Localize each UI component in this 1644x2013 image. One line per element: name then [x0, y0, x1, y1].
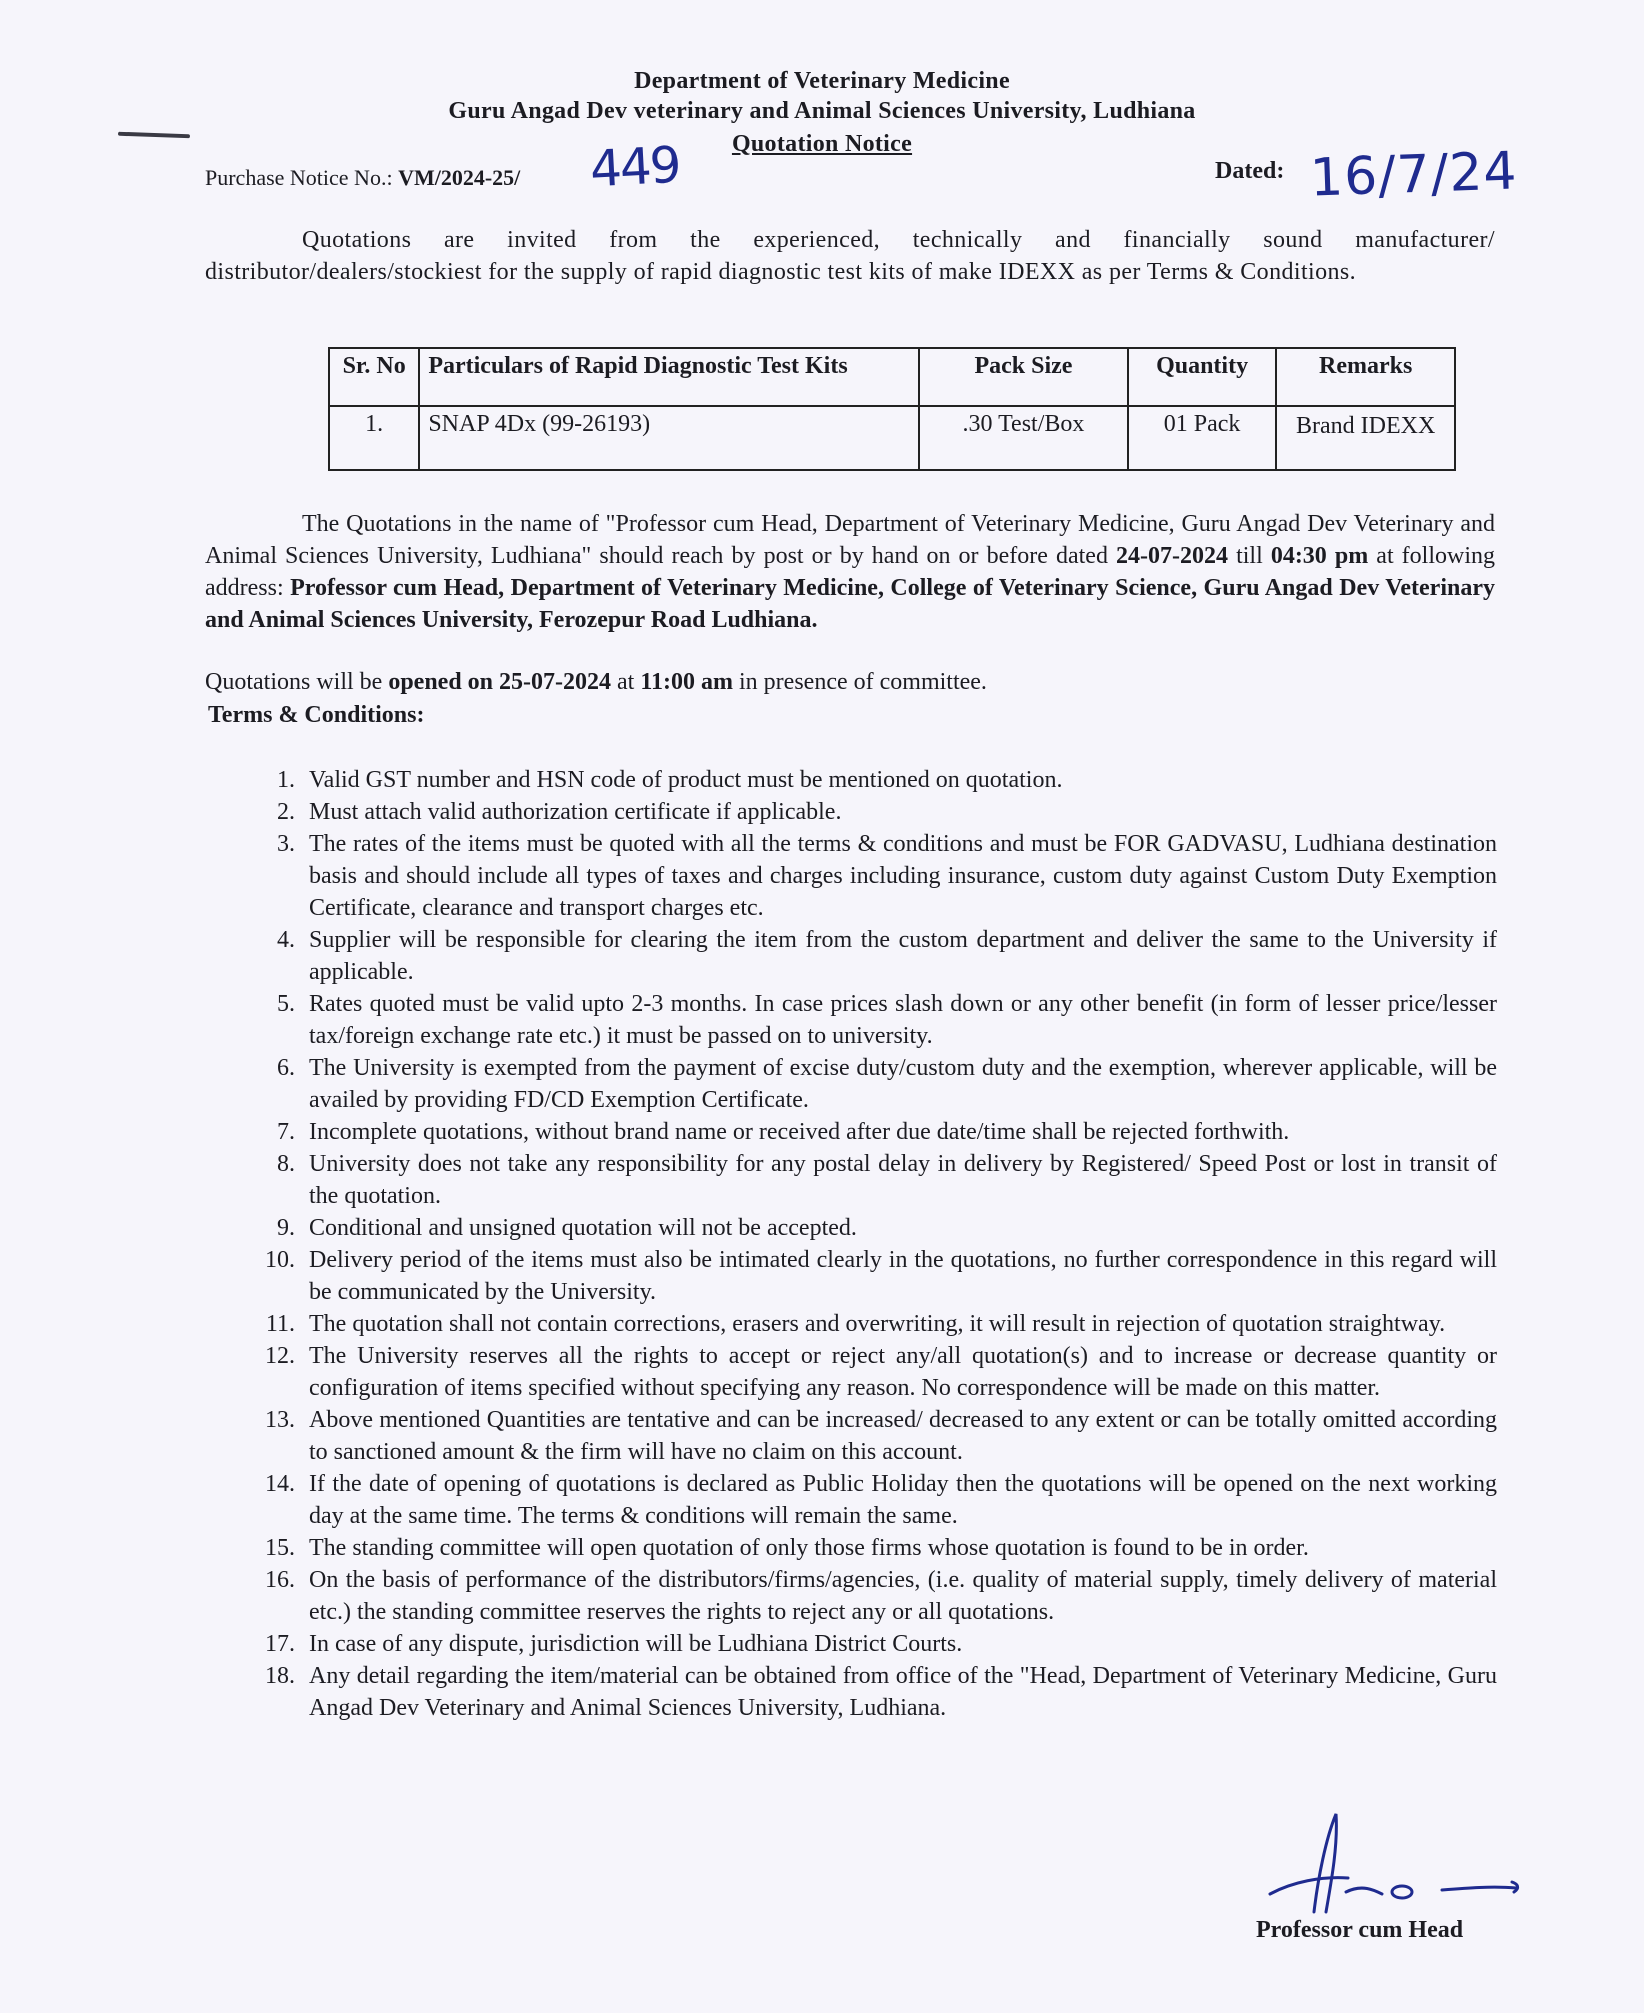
col-header-sr-no: Sr. No — [329, 348, 419, 406]
term-number: 2. — [277, 799, 295, 825]
term-number: 13. — [265, 1407, 295, 1433]
term-text: Must attach valid authorization certificate if applicable. — [309, 799, 842, 825]
table-header-row — [329, 348, 1455, 406]
submission-text-2: till — [1228, 543, 1271, 569]
cell-sr-no: 1. — [329, 406, 419, 470]
submission-text-3: at following address: — [205, 543, 1495, 601]
notice-prefix: VM/2024-25/ — [398, 165, 521, 190]
term-text: If the date of opening of quotations is declared as Public Holiday then the quotations will be opened on the next working day at the same time. The terms & conditions will remain the same. — [309, 1471, 1497, 1529]
term-item — [205, 1404, 1497, 1468]
col-header-pack-size: Pack Size — [919, 348, 1128, 406]
department-name: Department of Veterinary Medicine — [634, 68, 1010, 94]
term-item — [205, 1116, 1497, 1148]
cell-quantity: 01 Pack — [1128, 406, 1277, 470]
term-item — [205, 924, 1497, 988]
term-number: 16. — [265, 1567, 295, 1593]
term-item — [205, 828, 1497, 924]
term-item — [205, 1244, 1497, 1308]
term-text: The standing committee will open quotation of only those firms whose quotation is found to be in order. — [309, 1535, 1309, 1561]
term-number: 1. — [277, 767, 295, 793]
term-item — [205, 1564, 1497, 1628]
notice-label: Purchase Notice No.: — [205, 165, 393, 190]
term-item — [205, 1148, 1497, 1212]
term-item — [205, 1052, 1497, 1116]
term-text: The University reserves all the rights to accept or reject any/all quotation(s) and to increase or decrease quantity or configuration of items specified without specifying any reason. No correspondence will be made on this matter. — [309, 1343, 1497, 1401]
term-text: The University is exempted from the payment of excise duty/custom duty and the exemption, wherever applicable, will be availed by providing FD/CD Exemption Certificate. — [309, 1055, 1497, 1113]
handwritten-date: 16/7/24 — [1309, 141, 1519, 209]
terms-list — [205, 764, 1497, 1724]
submission-paragraph — [205, 508, 1495, 636]
col-header-quantity: Quantity — [1128, 348, 1277, 406]
term-text: The rates of the items must be quoted with all the terms & conditions and must be FOR GADVASU, Ludhiana destination basis and should include all types of taxes and charges including insurance, custom duty against Custom Duty Exemption Certificate, clearance and transport charges etc. — [309, 831, 1497, 921]
col-header-remarks: Remarks — [1276, 348, 1455, 406]
term-number: 8. — [277, 1151, 295, 1177]
term-text: Above mentioned Quantities are tentative and can be increased/ decreased to any extent or can be totally omitted according to sanctioned amount & the firm will have no claim on this account. — [309, 1407, 1497, 1465]
term-item — [205, 988, 1497, 1052]
due-date: 24-07-2024 — [1116, 543, 1228, 569]
term-text: Conditional and unsigned quotation will not be accepted. — [309, 1215, 857, 1241]
term-number: 6. — [277, 1055, 295, 1081]
items-table — [328, 347, 1456, 471]
term-item — [205, 1340, 1497, 1404]
term-item — [205, 764, 1497, 796]
dated-label: Dated: — [1215, 158, 1285, 184]
term-text: The quotation shall not contain corrections, erasers and overwriting, it will result in rejection of quotation straightway. — [309, 1311, 1446, 1337]
term-text: Delivery period of the items must also be intimated clearly in the quotations, no further correspondence in this regard will be communicated by the University. — [309, 1247, 1497, 1305]
signatory-title: Professor cum Head — [1256, 1917, 1464, 1943]
term-item — [205, 1660, 1497, 1724]
intro-paragraph: Quotations are invited from the experienced, technically and financially sound manufacturer/ distributor/dealers/stockiest for the supply of rapid diagnostic test kits of make IDEXX as per Terms & Conditions. — [205, 227, 1495, 285]
cell-remarks: Brand IDEXX — [1276, 406, 1455, 470]
terms-heading: Terms & Conditions: — [208, 702, 425, 728]
term-text: Incomplete quotations, without brand name or received after due date/time shall be rejected forthwith. — [309, 1119, 1290, 1145]
term-number: 17. — [265, 1631, 295, 1657]
term-number: 12. — [265, 1343, 295, 1369]
col-header-particulars: Particulars of Rapid Diagnostic Test Kits — [419, 348, 919, 406]
term-item — [205, 1212, 1497, 1244]
term-number: 14. — [265, 1471, 295, 1497]
handwritten-notice-number: 449 — [588, 135, 681, 199]
term-text: Rates quoted must be valid upto 2-3 months. In case prices slash down or any other benefit (in form of lesser price/lesser tax/foreign exchange rate etc.) it must be passed on to university. — [309, 991, 1497, 1049]
term-number: 7. — [277, 1119, 295, 1145]
opening-text-1: Quotations will be — [205, 669, 389, 695]
term-text: Supplier will be responsible for clearing the item from the custom department and deliver the same to the University if applicable. — [309, 927, 1497, 985]
term-number: 3. — [277, 831, 295, 857]
term-item — [205, 796, 1497, 828]
term-text: University does not take any responsibility for any postal delay in delivery by Registered/ Speed Post or lost in transit of the quotation. — [309, 1151, 1497, 1209]
signature — [1252, 1808, 1532, 1918]
opening-date: opened on 25-07-2024 — [388, 669, 612, 695]
term-text: Any detail regarding the item/material can be obtained from office of the "Head, Department of Veterinary Medicine, Guru Angad Dev Veterinary and Animal Sciences University, Ludhiana. — [309, 1663, 1497, 1721]
cell-pack-size: .30 Test/Box — [919, 406, 1128, 470]
term-text: Valid GST number and HSN code of product must be mentioned on quotation. — [309, 767, 1063, 793]
term-number: 9. — [277, 1215, 295, 1241]
submission-text-1: The Quotations in the name of "Professor cum Head, Department of Veterinary Medicine, Guru Angad Dev Veterinary and Animal Sciences University, Ludhiana" should reach by post or by hand on or before dated — [205, 511, 1495, 569]
term-number: 10. — [265, 1247, 295, 1273]
term-number: 4. — [277, 927, 295, 953]
term-item — [205, 1468, 1497, 1532]
opening-time: 11:00 am — [640, 669, 734, 695]
university-name: Guru Angad Dev veterinary and Animal Sciences University, Ludhiana — [448, 98, 1196, 124]
term-item — [205, 1308, 1497, 1340]
table-row — [329, 406, 1455, 470]
term-number: 18. — [265, 1663, 295, 1689]
term-number: 5. — [277, 991, 295, 1017]
document-title: Quotation Notice — [731, 131, 913, 157]
term-text: On the basis of performance of the distributors/firms/agencies, (i.e. quality of material supply, timely delivery of material etc.) the standing committee reserves the rights to reject any or all quotations. — [309, 1567, 1497, 1625]
term-text: In case of any dispute, jurisdiction will be Ludhiana District Courts. — [309, 1631, 963, 1657]
purchase-notice-number — [205, 165, 520, 191]
opening-text-2: at — [611, 669, 641, 695]
term-number: 15. — [265, 1535, 295, 1561]
opening-text-3: in presence of committee. — [733, 669, 987, 695]
cell-particulars: SNAP 4Dx (99-26193) — [419, 406, 919, 470]
submission-address: Professor cum Head, Department of Veterinary Medicine, College of Veterinary Science, Guru Angad Dev Veterinary and Animal Sciences University, Ferozepur Road Ludhiana. — [205, 575, 1495, 633]
due-time: 04:30 pm — [1270, 543, 1369, 569]
opening-paragraph — [205, 666, 1495, 698]
term-item — [205, 1532, 1497, 1564]
term-number: 11. — [265, 1311, 295, 1337]
term-item — [205, 1628, 1497, 1660]
